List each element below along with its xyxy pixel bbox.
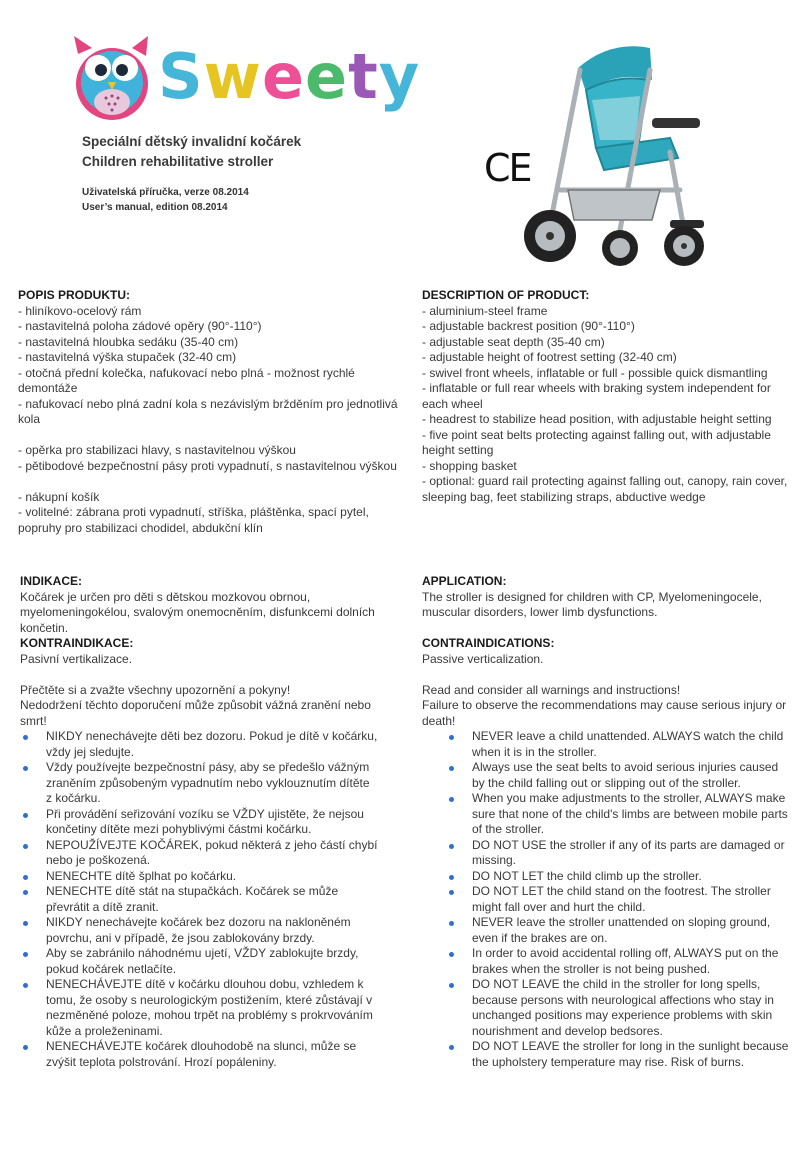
list-item: - pětibodové bezpečnostní pásy proti vypadnutí, s nastavitelnou výškou — [18, 458, 397, 473]
list-item: - adjustable seat depth (35-40 cm) — [422, 334, 605, 349]
list-item: DO NOT LET the child stand on the footrest. The stroller might fall over and hurt the child. — [446, 884, 794, 915]
list-item: - inflatable or full rear wheels with braking system independent for each wheel — [422, 381, 771, 411]
section-heading: POPIS PRODUKTU: — [18, 288, 131, 302]
list-item: NEPOUŽÍVEJTE KOČÁREK, pokud některá z jeho částí chybí nebo je poškozená. — [20, 838, 378, 869]
brand-wordmark — [158, 40, 420, 113]
title-cz: Speciální dětský invalidní kočárek — [82, 134, 302, 149]
brand-letter: w — [203, 40, 262, 113]
list-item: - nákupní košík — [18, 489, 100, 504]
title-en: Children rehabilitative stroller — [82, 154, 274, 169]
list-item: When you make adjustments to the stroller, ALWAYS make sure that none of the child's limbs are between mobile parts of the stroller. — [446, 791, 794, 838]
list-item: - aluminium-steel frame — [422, 303, 548, 318]
list-item: - nastavitelná výška stupaček (32-40 cm) — [18, 350, 237, 364]
list-item: - volitelné: zábrana proti vypadnutí, stříška, pláštěnka, spací pytel, popruhy pro stabilizaci chodidel, abdukční klín — [18, 505, 369, 535]
warning-list — [20, 729, 378, 1070]
list-item: NIKDY nenechávejte kočárek bez dozoru na nakloněném povrchu, ani v případě, že jsou zablokovány brzdy. — [20, 915, 378, 946]
section-heading: APPLICATION: — [422, 574, 507, 588]
list-item: DO NOT LET the child climb up the stroller. — [446, 869, 794, 885]
list-item: - otočná přední kolečka, nafukovací nebo plná - možnost rychlé demontáže — [18, 365, 355, 395]
list-item: In order to avoid accidental rolling off, ALWAYS put on the brakes when the stroller is not being pushed. — [446, 946, 794, 977]
list-item: DO NOT LEAVE the child in the stroller for long spells, because persons with neurological affections who stay in unchanged positions may experience problems with skin nourishment and develop bedsores. — [446, 977, 794, 1039]
list-item: DO NOT LEAVE the stroller for long in the sunlight because the upholstery temperature may rise. Risk of burns. — [446, 1039, 794, 1070]
section-heading: DESCRIPTION OF PRODUCT: — [422, 288, 590, 302]
brand-letter: e — [305, 40, 349, 113]
stroller-icon — [520, 40, 720, 275]
owl-icon — [70, 34, 160, 124]
ce-mark: CE — [484, 146, 531, 190]
brand-letter: S — [158, 40, 204, 113]
brand-letter: y — [378, 40, 421, 113]
list-item: NENECHTE dítě stát na stupačkách. Kočárek se může převrátit a dítě zranit. — [20, 884, 378, 915]
list-item: NEVER leave the stroller unattended on sloping ground, even if the brakes are on. — [446, 915, 794, 946]
list-item: Vždy používejte bezpečnostní pásy, aby se předešlo vážným zraněním způsobeným vypadnutím nebo vyklouznutím dítěte z kočárku. — [20, 760, 378, 807]
list-item: DO NOT USE the stroller if any of its parts are damaged or missing. — [446, 838, 794, 869]
list-item: - five point seat belts protecting against falling out, with adjustable height setting — [422, 427, 771, 457]
description-en — [422, 288, 794, 505]
list-item: - adjustable height of footrest setting (32-40 cm) — [422, 350, 677, 364]
brand-letter: e — [261, 40, 305, 113]
list-item: - nastavitelná poloha zádové opěry (90°-110°) — [18, 319, 262, 333]
list-item: NENECHTE dítě šplhat po kočárku. — [20, 869, 378, 885]
warning-text: Read and consider all warnings and instructions! — [422, 682, 681, 697]
owl-logo — [70, 34, 160, 124]
list-item: Při provádění seřizování vozíku se VŽDY ujistěte, že nejsou končetiny dítěte mezi pohyblivými částmi kočárku. — [20, 807, 378, 838]
section-heading: INDIKACE: — [20, 574, 82, 588]
stroller-image — [520, 40, 720, 275]
list-item: NENECHÁVEJTE kočárek dlouhodobě na slunci, může se zvýšit teplota polstrování. Hrozí popáleniny. — [20, 1039, 378, 1070]
indication-text: The stroller is designed for children with CP, Myelomeningocele, muscular disorders, lower limb dysfunctions. — [422, 589, 762, 619]
document-titles — [82, 132, 301, 172]
list-item: - shopping basket — [422, 458, 517, 473]
application-en — [422, 574, 794, 1070]
section-heading: KONTRAINDIKACE: — [20, 636, 134, 650]
list-item: - adjustable backrest position (90°-110°) — [422, 319, 635, 333]
list-item: - headrest to stabilize head position, with adjustable height setting — [422, 412, 772, 426]
list-item: - nafukovací nebo plná zadní kola s nezávislým bržděním pro jednotlivá kola — [18, 396, 398, 426]
description-cz — [18, 288, 403, 536]
list-item: Always use the seat belts to avoid serious injuries caused by the child falling out or slipping out of the stroller. — [446, 760, 794, 791]
list-item: - nastavitelná hloubka sedáku (35-40 cm) — [18, 334, 239, 349]
brand-letter: t — [348, 40, 379, 113]
list-item: NEVER leave a child unattended. ALWAYS watch the child when it is in the stroller. — [446, 729, 794, 760]
list-item: - swivel front wheels, inflatable or full - possible quick dismantling — [422, 365, 768, 380]
warning-list — [422, 729, 794, 1070]
list-item: - optional: guard rail protecting against falling out, canopy, rain cover, sleeping bag, feet stabilizing straps, abductive wedge — [422, 474, 788, 504]
list-item: NENECHÁVEJTE dítě v kočárku dlouhou dobu, vzhledem k tomu, že osoby s neurologickým postižením, které zůstávají v nezměněné poloze, mohou trpět na problémy s prokrvováním kůže a proleženinami. — [20, 977, 378, 1039]
warning-text: Failure to observe the recommendations may cause serious injury or death! — [422, 698, 787, 728]
list-item: Aby se zabránilo náhodnému ujetí, VŽDY zablokujte brzdy, pokud kočárek netlačíte. — [20, 946, 378, 977]
contraindication-text: Pasivní vertikalizace. — [20, 651, 133, 666]
list-item: - hliníkovo-ocelový rám — [18, 303, 142, 318]
contraindication-text: Passive verticalization. — [422, 651, 544, 666]
section-heading: CONTRAINDICATIONS: — [422, 636, 555, 650]
warning-text: Přečtěte si a zvažte všechny upozornění a pokyny! — [20, 682, 291, 697]
manual-cz: Uživatelská příručka, verze 08.2014 — [82, 187, 249, 198]
manual-en: User’s manual, edition 08.2014 — [82, 202, 228, 213]
warning-text: Nedodržení těchto doporučení může způsobit vážná zranění nebo smrt! — [20, 698, 371, 728]
list-item: NIKDY nenechávejte děti bez dozoru. Pokud je dítě v kočárku, vždy jej sledujte. — [20, 729, 378, 760]
manual-edition — [82, 185, 249, 215]
list-item: - opěrka pro stabilizaci hlavy, s nastavitelnou výškou — [18, 443, 296, 457]
application-cz — [20, 574, 378, 1070]
indication-text: Kočárek je určen pro děti s dětskou mozkovou obrnou, myelomeningokélou, svalovým onemocněním, disfunkcemi dolních končetin. — [20, 589, 375, 635]
